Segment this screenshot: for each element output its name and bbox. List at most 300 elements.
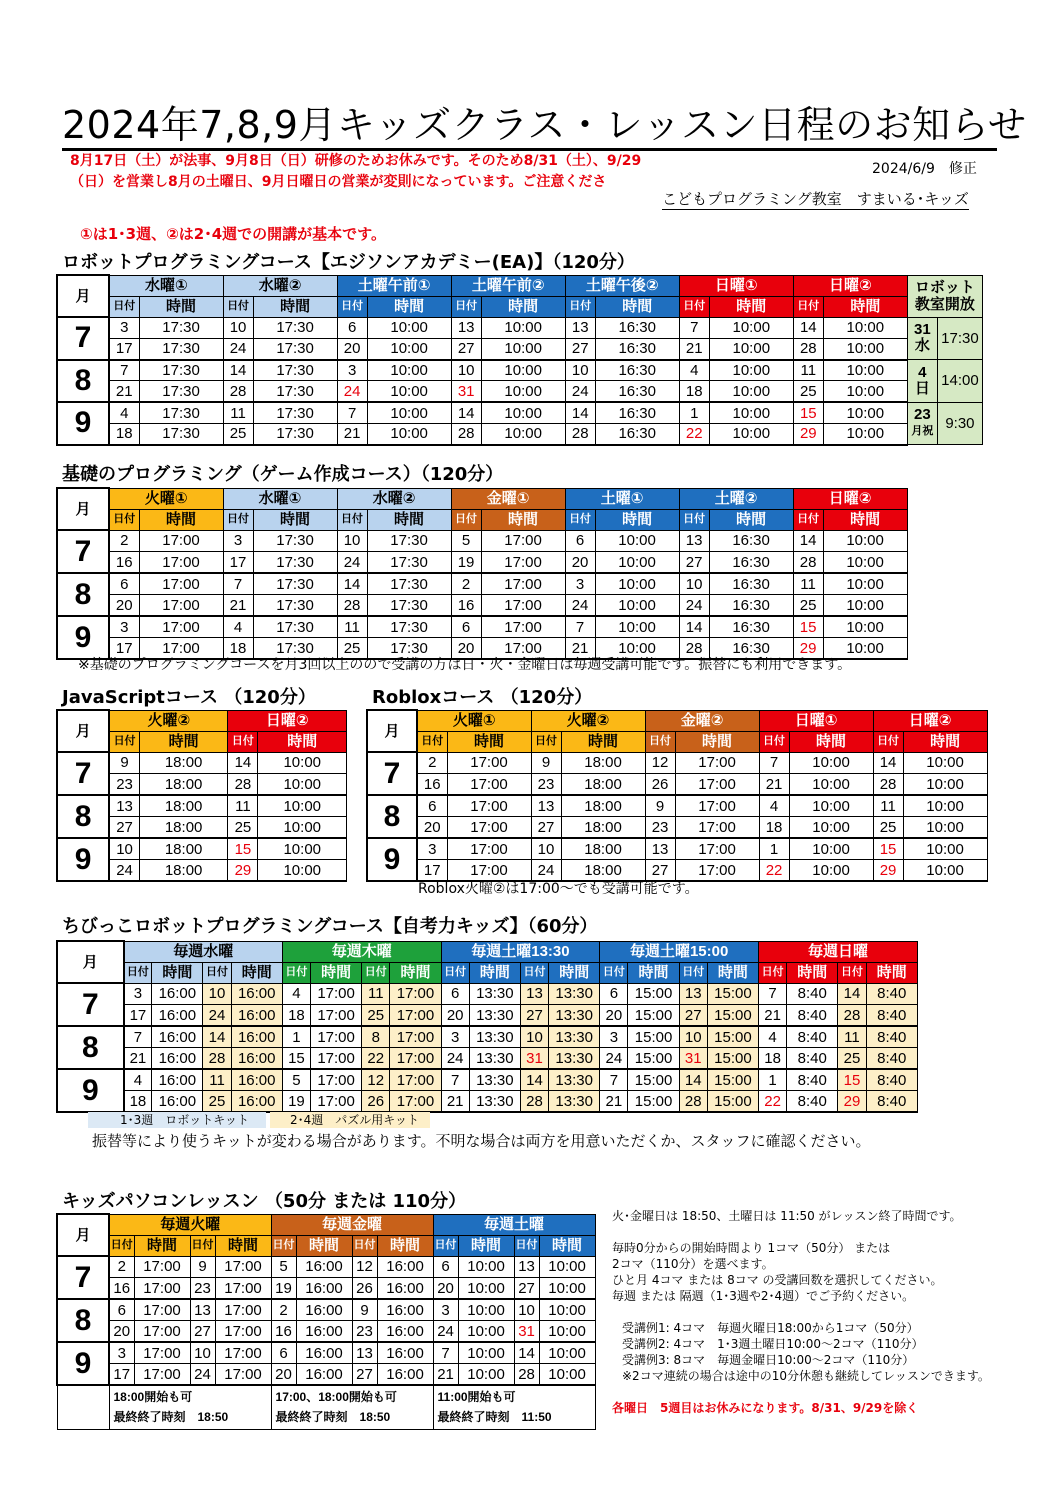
date-cell: 9: [352, 1299, 377, 1321]
date-cell: 23: [190, 1278, 215, 1300]
date-cell: 29: [793, 423, 823, 444]
date-cell: 18: [223, 638, 253, 660]
time-column-header: 時間: [628, 962, 679, 983]
date-cell: 15: [793, 402, 823, 423]
time-cell: 15:00: [628, 1005, 679, 1027]
time-column-header: 時間: [253, 509, 337, 530]
time-column-header: 時間: [215, 1235, 271, 1256]
date-cell: 14: [873, 752, 903, 774]
date-cell: 14: [203, 1026, 231, 1048]
date-cell: 21: [109, 381, 139, 402]
date-cell: 25: [873, 817, 903, 839]
month-label: 7: [57, 1256, 109, 1299]
time-cell: 18:00: [561, 838, 645, 860]
date-cell: 26: [362, 1091, 390, 1113]
date-cell: 24: [203, 1005, 231, 1027]
time-cell: 10:00: [481, 402, 565, 423]
month-label: 8: [57, 795, 109, 838]
open-weekday: 水: [914, 337, 930, 355]
date-cell: 21: [124, 1048, 152, 1070]
date-column-header: 日付: [679, 962, 707, 983]
time-cell: 16:30: [709, 573, 793, 595]
month-label: 9: [57, 1342, 109, 1385]
date-cell: 2: [417, 752, 447, 774]
time-cell: 18:00: [139, 795, 227, 817]
time-cell: 10:00: [458, 1321, 514, 1343]
date-cell: 9: [190, 1256, 215, 1278]
pc-info-line: 2コマ（110分）を選べます。: [612, 1257, 774, 1271]
date-cell: 11: [873, 795, 903, 817]
pc-example-line: 受講例3: 8コマ 毎週金曜日10:00～2コマ（110分）: [622, 1353, 915, 1367]
date-column-header: 日付: [451, 509, 481, 530]
date-cell: 4: [679, 360, 709, 381]
time-cell: 17:00: [390, 1069, 441, 1091]
time-column-header: 時間: [561, 731, 645, 752]
time-cell: 10:00: [823, 423, 907, 444]
date-cell: 9: [531, 752, 561, 774]
date-column-header: 日付: [417, 731, 447, 752]
date-cell: 16: [109, 552, 139, 574]
time-cell: 16:00: [296, 1299, 352, 1321]
date-cell: 18: [282, 1005, 310, 1027]
date-cell: 16: [417, 774, 447, 796]
time-cell: 17:30: [253, 573, 337, 595]
date-cell: 24: [337, 381, 367, 402]
time-cell: 16:00: [152, 983, 203, 1005]
date-cell: 27: [520, 1005, 548, 1027]
date-cell: 16: [109, 1278, 134, 1300]
basic-course-note: ※基礎のプログラミングコースを月3回以上のので受講の方は日・火・金曜日は毎週受講可能です。振替にも利用できます。: [78, 657, 852, 673]
time-cell: 15:00: [707, 1048, 758, 1070]
pc-info-line: 毎時0分からの開始時間より 1コマ（50分） または: [612, 1241, 891, 1255]
date-cell: 28: [793, 338, 823, 359]
time-cell: 17:30: [367, 595, 451, 617]
time-cell: 17:00: [139, 530, 223, 552]
time-cell: 16:00: [152, 1048, 203, 1070]
time-cell: 10:00: [823, 595, 907, 617]
notice-line-2: （日）を営業し8月の土曜日、9月日曜日の営業が変則になっています。ご注意くださ: [70, 174, 607, 190]
school-name: こどもプログラミング教室 すまいる･キッズ: [662, 190, 969, 208]
time-cell: 17:00: [675, 838, 759, 860]
date-cell: 14: [679, 616, 709, 638]
time-cell: 10:00: [258, 817, 347, 839]
time-cell: 16:00: [231, 1048, 282, 1070]
group-header: 毎週水曜: [124, 941, 283, 962]
date-cell: 13: [514, 1256, 539, 1278]
time-column-header: 時間: [789, 731, 873, 752]
time-column-header: 時間: [823, 509, 907, 530]
group-header: 火曜②: [531, 710, 645, 731]
date-column-header: 日付: [520, 962, 548, 983]
date-cell: 14: [793, 317, 823, 338]
date-column-header: 日付: [793, 296, 823, 317]
date-cell: 1: [759, 838, 789, 860]
time-cell: 10:00: [458, 1256, 514, 1278]
group-header: 毎週土曜: [433, 1214, 595, 1235]
date-cell: 23: [531, 774, 561, 796]
time-cell: 10:00: [903, 752, 987, 774]
time-cell: 16:00: [377, 1364, 433, 1386]
month-label: 8: [367, 795, 417, 838]
time-cell: 16:00: [152, 1026, 203, 1048]
time-cell: 17:30: [253, 552, 337, 574]
time-cell: 17:30: [367, 530, 451, 552]
time-cell: 10:00: [709, 338, 793, 359]
date-cell: 3: [337, 360, 367, 381]
time-cell: 17:30: [139, 423, 223, 444]
date-column-header: 日付: [337, 509, 367, 530]
pc-example-line: 受講例1: 4コマ 毎週火曜日18:00から1コマ（50分）: [622, 1321, 919, 1335]
date-cell: 18: [759, 1048, 787, 1070]
time-cell: 10:00: [709, 381, 793, 402]
date-cell: 9: [645, 795, 675, 817]
month-label: 9: [367, 838, 417, 881]
date-cell: 20: [433, 1278, 458, 1300]
open-weekday: 日: [914, 379, 930, 397]
date-cell: 11: [337, 616, 367, 638]
date-cell: 6: [600, 983, 628, 1005]
date-cell: 12: [645, 752, 675, 774]
date-column-header: 日付: [190, 1235, 215, 1256]
roblox-schedule-table: [366, 709, 988, 882]
time-cell: 16:00: [377, 1256, 433, 1278]
time-cell: 18:00: [139, 817, 227, 839]
date-cell: 20: [337, 338, 367, 359]
date-cell: 5: [451, 530, 481, 552]
time-cell: 17:00: [310, 1048, 361, 1070]
date-cell: 15: [838, 1069, 866, 1091]
time-cell: 10:00: [823, 616, 907, 638]
time-cell: 16:00: [296, 1256, 352, 1278]
date-cell: 13: [679, 530, 709, 552]
date-cell: 20: [451, 638, 481, 660]
date-cell: 6: [441, 983, 469, 1005]
time-cell: 10:00: [481, 338, 565, 359]
date-cell: 24: [679, 595, 709, 617]
time-cell: 10:00: [903, 795, 987, 817]
time-column-header: 時間: [390, 962, 441, 983]
date-cell: 11: [793, 360, 823, 381]
date-cell: 27: [679, 1005, 707, 1027]
time-cell: 13:30: [469, 1069, 520, 1091]
time-cell: 18:00: [139, 860, 227, 882]
month-label: 9: [57, 616, 109, 659]
time-column-header: 時間: [367, 296, 451, 317]
pc-course-title: キッズパソコンレッスン （50分 または 110分）: [62, 1191, 467, 1212]
time-cell: 10:00: [367, 338, 451, 359]
date-column-header: 日付: [645, 731, 675, 752]
time-cell: 10:00: [595, 638, 679, 660]
time-column-header: 時間: [296, 1235, 352, 1256]
time-cell: 8:40: [866, 1026, 917, 1048]
time-cell: 10:00: [789, 774, 873, 796]
time-column-header: 時間: [139, 731, 227, 752]
time-cell: 17:00: [447, 752, 531, 774]
time-cell: 16:00: [377, 1278, 433, 1300]
time-cell: 13:30: [549, 1048, 600, 1070]
date-cell: 20: [271, 1364, 296, 1386]
date-cell: 15: [228, 838, 258, 860]
month-header: 月: [367, 710, 417, 752]
time-cell: 17:00: [134, 1342, 190, 1364]
time-cell: 17:30: [139, 317, 223, 338]
spacer: [612, 1384, 1052, 1400]
group-header: 土曜午前①: [337, 275, 451, 296]
date-cell: 4: [124, 1069, 152, 1091]
time-cell: 17:00: [215, 1364, 271, 1386]
group-header: 土曜午前②: [451, 275, 565, 296]
date-cell: 10: [565, 360, 595, 381]
pc-footer-end: 最終終了時刻 11:50: [437, 1410, 552, 1425]
date-cell: 17: [223, 552, 253, 574]
time-cell: 17:00: [481, 573, 565, 595]
date-cell: 18: [124, 1091, 152, 1113]
date-cell: 14: [838, 983, 866, 1005]
month-header: 月: [57, 275, 109, 317]
date-cell: 10: [337, 530, 367, 552]
page-title: 2024年7,8,9月キッズクラス・レッスン日程のお知らせ: [62, 102, 997, 151]
month-label: 7: [57, 983, 124, 1026]
date-cell: 29: [873, 860, 903, 882]
group-header: 火曜①: [109, 488, 223, 509]
chibikko-course-title: ちびっこロボットプログラミングコース【自考力キッズ】（60分）: [62, 916, 598, 937]
date-cell: 7: [759, 752, 789, 774]
pc-footer-start: 18:00開始も可: [113, 1390, 193, 1405]
time-cell: 16:00: [231, 1069, 282, 1091]
time-cell: 15:00: [707, 1005, 758, 1027]
date-cell: 25: [223, 423, 253, 444]
time-cell: 17:00: [447, 817, 531, 839]
time-cell: 15:00: [628, 983, 679, 1005]
pc-footer-end: 最終終了時刻 18:50: [275, 1410, 391, 1425]
time-cell: 17:00: [447, 774, 531, 796]
time-cell: 10:00: [595, 616, 679, 638]
time-cell: 10:00: [367, 402, 451, 423]
time-column-header: 時間: [595, 296, 679, 317]
group-header: 毎週火曜: [109, 1214, 271, 1235]
date-column-header: 日付: [873, 731, 903, 752]
date-cell: 14: [679, 1069, 707, 1091]
date-column-header: 日付: [352, 1235, 377, 1256]
group-header: 日曜①: [679, 275, 793, 296]
date-column-header: 日付: [514, 1235, 539, 1256]
date-cell: 27: [679, 552, 709, 574]
date-cell: 25: [337, 638, 367, 660]
group-header: 土曜①: [565, 488, 679, 509]
date-cell: 29: [228, 860, 258, 882]
date-cell: 13: [679, 983, 707, 1005]
month-header: 月: [57, 1214, 109, 1256]
date-cell: 27: [352, 1364, 377, 1386]
time-cell: 10:00: [709, 423, 793, 444]
open-header: ロボット 教室開放: [907, 275, 982, 317]
date-cell: 13: [645, 838, 675, 860]
pc-footer-end: 最終終了時刻 18:50: [113, 1410, 229, 1425]
date-column-header: 日付: [759, 731, 789, 752]
date-cell: 23: [352, 1321, 377, 1343]
date-cell: 10: [679, 1026, 707, 1048]
time-cell: 17:00: [675, 795, 759, 817]
date-cell: 25: [203, 1091, 231, 1113]
date-cell: 28: [838, 1005, 866, 1027]
time-cell: 17:30: [367, 552, 451, 574]
date-column-header: 日付: [441, 962, 469, 983]
time-cell: 10:00: [823, 552, 907, 574]
time-cell: 17:00: [481, 530, 565, 552]
group-header: 日曜①: [759, 710, 873, 731]
date-cell: 10: [520, 1026, 548, 1048]
time-cell: 10:00: [458, 1364, 514, 1386]
time-cell: 10:00: [709, 402, 793, 423]
time-column-header: 時間: [231, 962, 282, 983]
time-column-header: 時間: [866, 962, 917, 983]
time-cell: 10:00: [823, 338, 907, 359]
time-cell: 16:00: [152, 1091, 203, 1113]
date-cell: 16: [451, 595, 481, 617]
group-header: 水曜②: [337, 488, 451, 509]
time-cell: 16:30: [595, 402, 679, 423]
date-cell: 7: [759, 983, 787, 1005]
date-cell: 12: [362, 1069, 390, 1091]
time-cell: 10:00: [539, 1256, 595, 1278]
group-header: 日曜②: [793, 275, 907, 296]
time-cell: 10:00: [481, 317, 565, 338]
basic-schedule-table: [56, 487, 908, 660]
date-cell: 3: [223, 530, 253, 552]
date-column-header: 日付: [228, 731, 258, 752]
date-cell: 18: [679, 381, 709, 402]
time-cell: 15:00: [707, 1091, 758, 1113]
time-cell: 16:30: [709, 552, 793, 574]
time-cell: 15:00: [628, 1069, 679, 1091]
date-cell: 6: [271, 1342, 296, 1364]
group-header: 毎週金曜: [271, 1214, 433, 1235]
time-cell: 10:00: [367, 423, 451, 444]
date-cell: 27: [514, 1278, 539, 1300]
time-cell: 13:30: [549, 1091, 600, 1113]
date-cell: 19: [271, 1278, 296, 1300]
date-cell: 7: [565, 616, 595, 638]
month-label: 8: [57, 1026, 124, 1069]
date-column-header: 日付: [451, 296, 481, 317]
pc-info-line: 毎週 または 隔週（1･3週や2･4週）でご予約ください。: [612, 1289, 915, 1303]
time-cell: 17:00: [675, 752, 759, 774]
date-cell: 2: [109, 1256, 134, 1278]
open-weekday: 月祝: [911, 425, 934, 438]
time-cell: 17:00: [390, 1005, 441, 1027]
time-cell: 10:00: [789, 838, 873, 860]
js-course-title: JavaScriptコース （120分）: [62, 687, 316, 708]
time-cell: 8:40: [787, 1005, 838, 1027]
time-column-header: 時間: [903, 731, 987, 752]
date-cell: 2: [109, 530, 139, 552]
time-cell: 10:00: [481, 423, 565, 444]
date-cell: 11: [793, 573, 823, 595]
date-cell: 4: [282, 983, 310, 1005]
date-cell: 13: [451, 317, 481, 338]
pc-info-line: [612, 1304, 1052, 1320]
time-column-header: 時間: [310, 962, 361, 983]
time-cell: 10:00: [903, 860, 987, 882]
date-cell: 28: [223, 381, 253, 402]
time-cell: 18:00: [561, 860, 645, 882]
time-column-header: 時間: [367, 509, 451, 530]
date-cell: 3: [600, 1026, 628, 1048]
date-cell: 11: [838, 1026, 866, 1048]
time-cell: 16:30: [595, 381, 679, 402]
time-cell: 17:30: [253, 638, 337, 660]
time-cell: 16:30: [595, 360, 679, 381]
time-column-header: 時間: [139, 296, 223, 317]
date-cell: 27: [531, 817, 561, 839]
date-cell: 7: [223, 573, 253, 595]
date-cell: 20: [441, 1005, 469, 1027]
time-cell: 17:30: [253, 381, 337, 402]
time-cell: 18:00: [139, 774, 227, 796]
time-column-header: 時間: [595, 509, 679, 530]
date-cell: 5: [271, 1256, 296, 1278]
date-cell: 27: [565, 338, 595, 359]
revision-date: 2024/6/9 修正: [872, 161, 977, 177]
time-cell: 16:00: [296, 1321, 352, 1343]
time-cell: 13:30: [469, 1026, 520, 1048]
date-cell: 14: [793, 530, 823, 552]
date-cell: 17: [109, 638, 139, 660]
time-cell: 13:30: [469, 1048, 520, 1070]
date-cell: 15: [282, 1048, 310, 1070]
date-cell: 24: [441, 1048, 469, 1070]
time-cell: 17:00: [215, 1278, 271, 1300]
date-cell: 28: [514, 1364, 539, 1386]
date-cell: 10: [679, 573, 709, 595]
date-cell: 6: [433, 1256, 458, 1278]
date-cell: 24: [600, 1048, 628, 1070]
date-cell: 15: [873, 838, 903, 860]
date-column-header: 日付: [433, 1235, 458, 1256]
time-cell: 17:30: [253, 595, 337, 617]
date-cell: 31: [451, 381, 481, 402]
group-header: 日曜②: [793, 488, 907, 509]
date-cell: 20: [109, 595, 139, 617]
date-cell: 9: [109, 752, 139, 774]
time-cell: 17:00: [134, 1299, 190, 1321]
month-label: 9: [57, 838, 109, 881]
date-cell: 6: [337, 317, 367, 338]
time-cell: 10:00: [258, 752, 347, 774]
date-cell: 7: [109, 360, 139, 381]
time-cell: 16:30: [709, 530, 793, 552]
time-cell: 17:00: [447, 838, 531, 860]
time-cell: 15:00: [707, 983, 758, 1005]
roblox-note: Roblox火曜②は17:00～でも受講可能です。: [418, 881, 699, 897]
month-header: 月: [57, 941, 124, 983]
time-cell: 17:00: [139, 595, 223, 617]
date-cell: 7: [600, 1069, 628, 1091]
time-column-header: 時間: [675, 731, 759, 752]
time-cell: 10:00: [903, 774, 987, 796]
pc-example-line: 受講例2: 4コマ 1･3週土曜日10:00～2コマ（110分）: [622, 1337, 924, 1351]
time-cell: 16:00: [377, 1299, 433, 1321]
date-cell: 10: [451, 360, 481, 381]
date-cell: 21: [441, 1091, 469, 1113]
time-cell: 10:00: [595, 573, 679, 595]
time-cell: 17:30: [253, 423, 337, 444]
time-column-header: 時間: [539, 1235, 595, 1256]
open-day-cell: [907, 360, 937, 403]
date-cell: 10: [531, 838, 561, 860]
time-cell: 17:00: [675, 817, 759, 839]
date-column-header: 日付: [362, 962, 390, 983]
